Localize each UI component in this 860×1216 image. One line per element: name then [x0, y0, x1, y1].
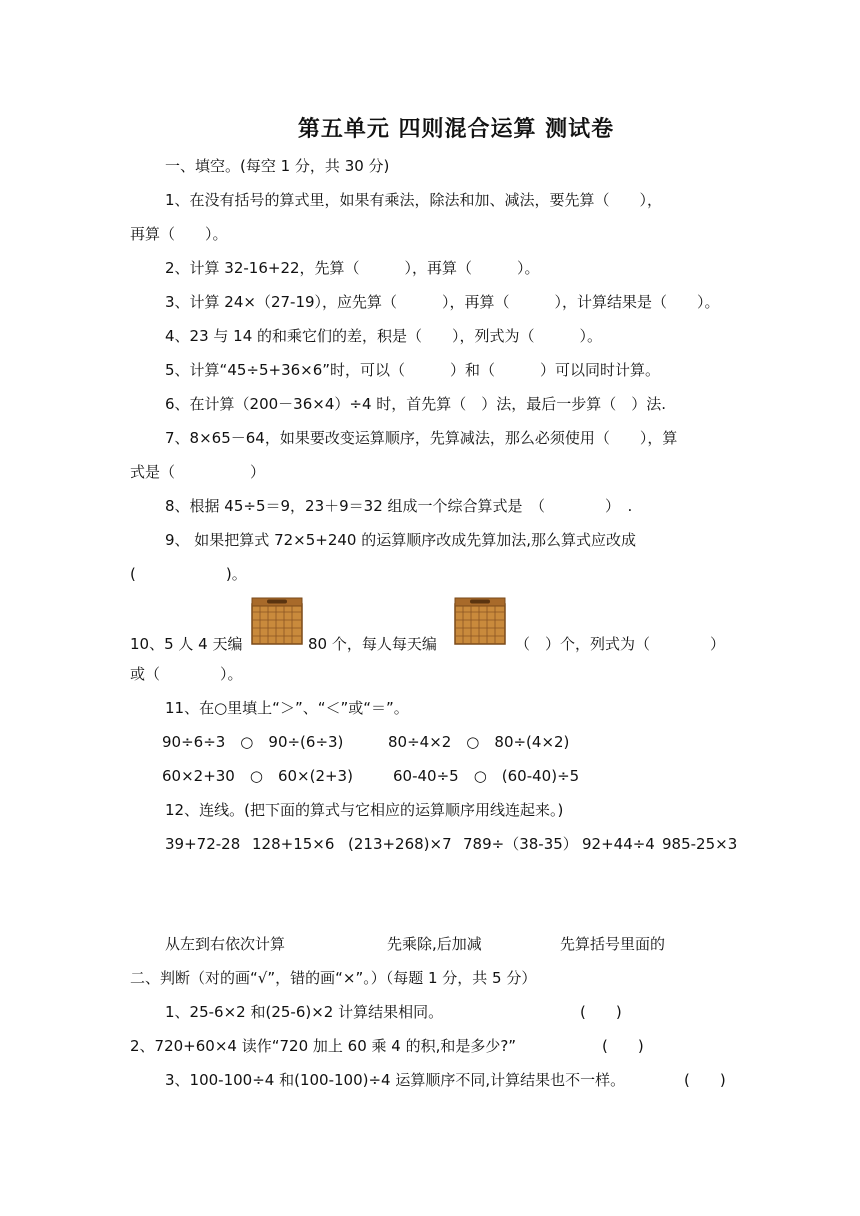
question-1-line2: 再算（ ）。	[130, 225, 228, 243]
compare-item-4: 60-40÷5 ○ (60-40)÷5	[393, 767, 580, 785]
question-10-line2: 或（ ）。	[130, 665, 243, 683]
question-10-part1: 10、5 人 4 天编	[130, 635, 243, 653]
order-label-2: 先乘除,后加减	[387, 935, 482, 953]
question-1-line1: 1、在没有括号的算式里，如果有乘法，除法和加、减法，要先算（ ），	[165, 191, 663, 209]
expression-3: (213+268)×7	[348, 835, 452, 853]
compare-item-3: 60×2+30 ○ 60×(2+3)	[162, 767, 353, 785]
question-11: 11、在○里填上“＞”、“＜”或“＝”。	[165, 699, 409, 717]
judge-1: 1、25-6×2 和(25-6)×2 计算结果相同。	[165, 1003, 444, 1021]
woven-basket-icon	[250, 596, 304, 646]
section2-heading: 二、判断（对的画“√”，错的画“×”。）（每题 1 分，共 5 分）	[130, 969, 537, 987]
question-10-part3: （ ）个，列式为（ ）	[515, 635, 726, 653]
judge-3: 3、100-100÷4 和(100-100)÷4 运算顺序不同,计算结果也不一样。	[165, 1071, 626, 1089]
question-9-line1: 9、 如果把算式 72×5+240 的运算顺序改成先算加法,那么算式应改成	[165, 531, 637, 549]
expression-6: 985-25×3	[662, 835, 738, 853]
expression-2: 128+15×6	[252, 835, 335, 853]
question-7-line2: 式是（ ）	[130, 463, 266, 481]
question-7-line1: 7、8×65－64，如果要改变运算顺序，先算减法，那么必须使用（ ），算	[165, 429, 678, 447]
question-9-line2: ( )。	[130, 565, 247, 583]
question-8: 8、根据 45÷5＝9，23＋9＝32 组成一个综合算式是 （ ） .	[165, 497, 633, 515]
judge-2: 2、720+60×4 读作“720 加上 60 乘 4 的积,和是多少?”	[130, 1037, 517, 1055]
expression-5: 92+44÷4	[582, 835, 655, 853]
question-4: 4、23 与 14 的和乘它们的差，积是（ ），列式为（ ）。	[165, 327, 603, 345]
page-title: 第五单元 四则混合运算 测试卷	[297, 117, 615, 142]
section1-heading: 一、填空。(每空 1 分，共 30 分)	[165, 157, 390, 175]
question-3: 3、计算 24×（27-19），应先算（ ），再算（ ），计算结果是（ ）。	[165, 293, 720, 311]
woven-basket-icon	[453, 596, 507, 646]
question-2: 2、计算 32-16+22，先算（ ），再算（ ）。	[165, 259, 540, 277]
compare-item-1: 90÷6÷3 ○ 90÷(6÷3)	[162, 733, 344, 751]
compare-item-2: 80÷4×2 ○ 80÷(4×2)	[388, 733, 570, 751]
expression-1: 39+72-28	[165, 835, 241, 853]
judge-1-answer-box[interactable]: ( )	[580, 1003, 622, 1021]
question-12: 12、连线。(把下面的算式与它相应的运算顺序用线连起来。)	[165, 801, 564, 819]
judge-2-answer-box[interactable]: ( )	[602, 1037, 644, 1055]
question-10-part2: 80 个，每人每天编	[308, 635, 437, 653]
expression-4: 789÷（38-35）	[463, 835, 578, 853]
question-6: 6、在计算（200－36×4）÷4 时，首先算（ ）法，最后一步算（ ）法.	[165, 395, 667, 413]
order-label-3: 先算括号里面的	[560, 935, 666, 953]
order-label-1: 从左到右依次计算	[165, 935, 286, 953]
question-5: 5、计算“45÷5+36×6”时，可以（ ）和（ ）可以同时计算。	[165, 361, 661, 379]
judge-3-answer-box[interactable]: ( )	[684, 1071, 726, 1089]
